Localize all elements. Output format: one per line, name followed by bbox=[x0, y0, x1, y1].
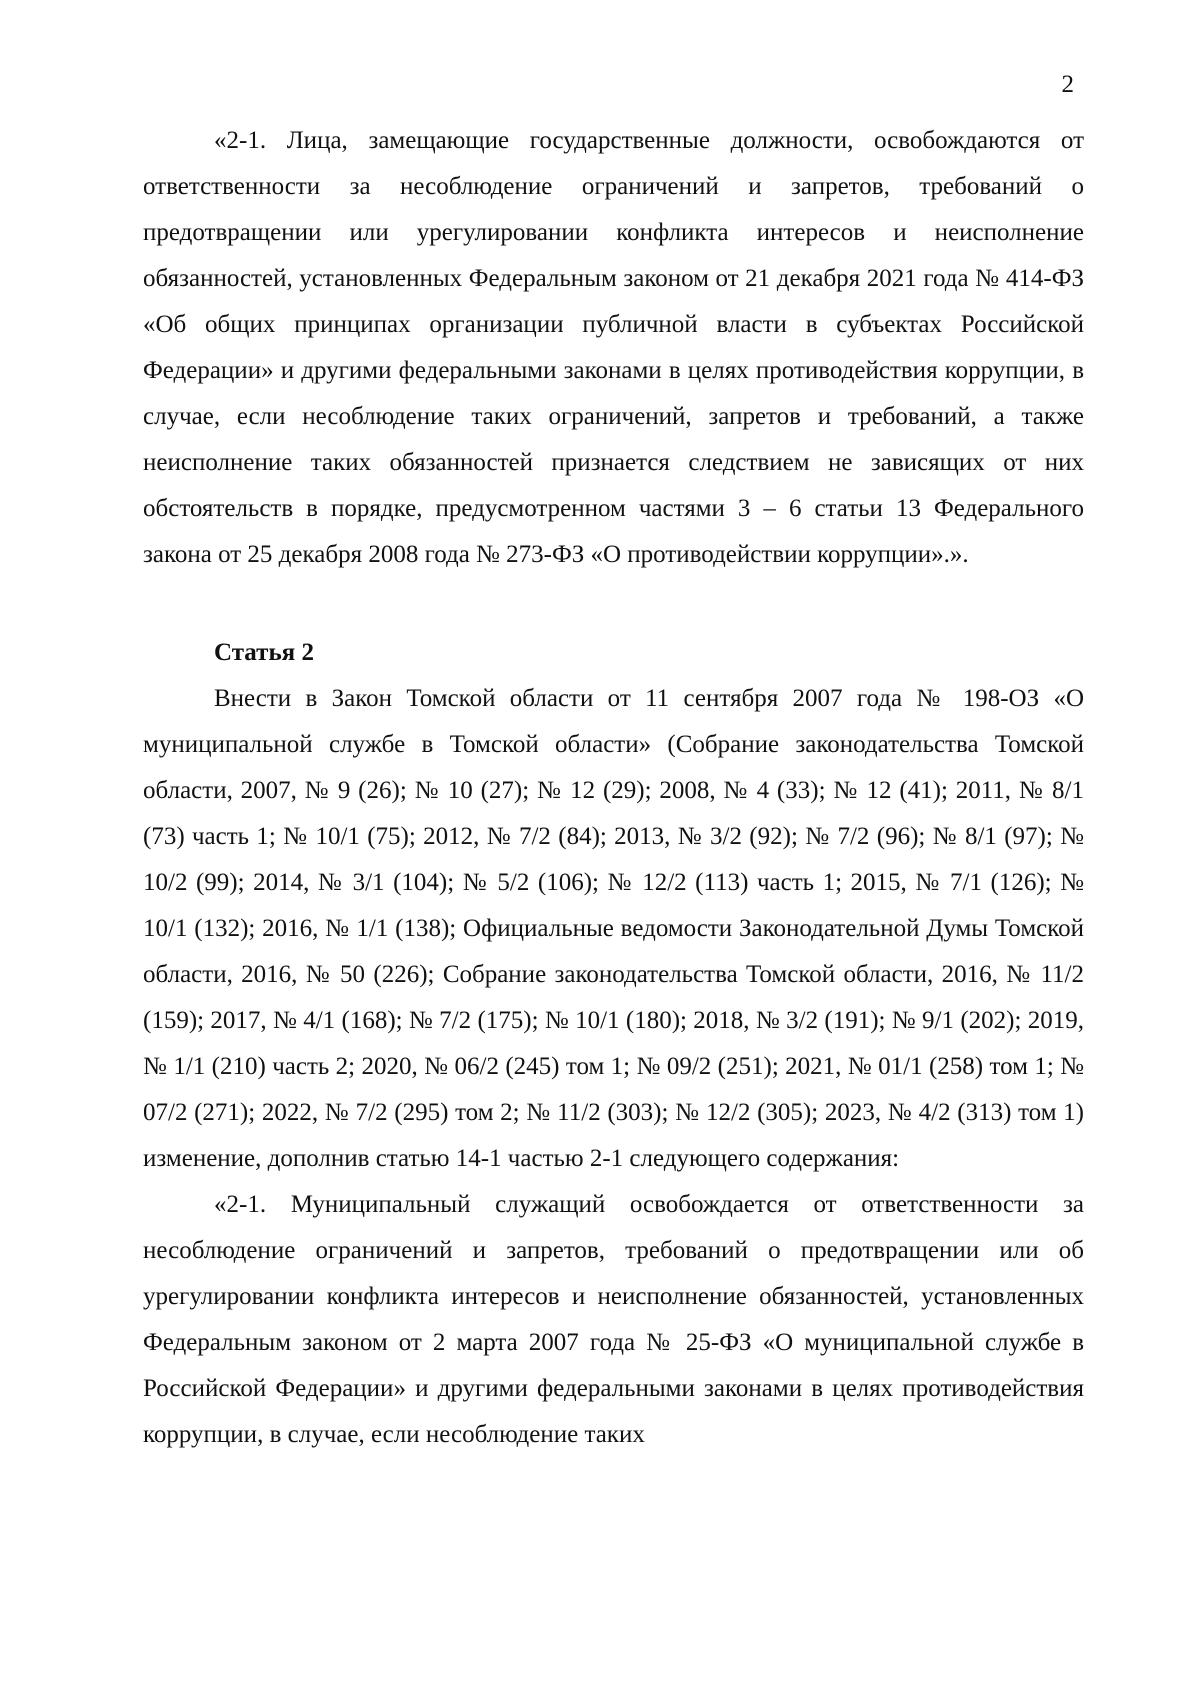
paragraph-law-amendment: Внести в Закон Томской области от 11 сентября 2007 года № 198-ОЗ «О муниципальной службе в Томской области» (Собрание законодательства Томской области, 2007, № 9 (26); № 10 (27); № 12 (29); 2008, № 4 (33); № 12 (41); 2011, № 8/1 (73) часть 1; № 10/1 (75); 2012, № 7/2 (84); 2013, № 3/2 (92); № 7/2 (96); № 8/1 (97); № 10/2 (99); 2014, № 3/1 (104); № 5/2 (106); № 12/2 (113) часть 1; 2015, № 7/1 (126); № 10/1 (132); 2016, № 1/1 (138); Официальные ведомости Законодательной Думы Томской области, 2016, № 50 (226); Собрание законодательства Томской области, 2016, № 11/2 (159); 2017, № 4/1 (168); № 7/2 (175); № 10/1 (180); 2018, № 3/2 (191); № 9/1 (202); 2019, № 1/1 (210) часть 2; 2020, № 06/2 (245) том 1; № 09/2 (251); 2021, № 01/1 (258) том 1; № 07/2 (271); 2022, № 7/2 (295) том 2; № 11/2 (303); № 12/2 (305); 2023, № 4/2 (313) том 1) изменение, дополнив статью 14-1 частью 2-1 следующего содержания: bbox=[143, 685, 1084, 1172]
paragraph-state-officials-exemption: «2-1. Лица, замещающие государственные должности, освобождаются от ответственности за несоблюдение ограничений и запретов, требований о предотвращении или урегулировании конфликта интересов и неисполнение обязанностей, установленных Федеральным законом от 21 декабря 2021 года № 414-ФЗ «Об общих принципах организации публичной власти в субъектах Российской Федерации» и другими федеральными законами в целях противодействия коррупции, в случае, если несоблюдение таких ограничений, запретов и требований, а также неисполнение таких обязанностей признается следствием не зависящих от них обстоятельств в порядке, предусмотренном частями 3 – 6 статьи 13 Федерального закона от 25 декабря 2008 года № 273-ФЗ «О противодействии коррупции».». bbox=[143, 127, 1084, 568]
document-body bbox=[143, 118, 1084, 1458]
page-number: 2 bbox=[1061, 71, 1074, 98]
paragraph-municipal-servant-exemption: «2-1. Муниципальный служащий освобождается от ответственности за несоблюдение ограничений и запретов, требований о предотвращении или об урегулировании конфликта интересов и неисполнение обязанностей, установленных Федеральным законом от 2 марта 2007 года № 25-ФЗ «О муниципальной службе в Российской Федерации» и другими федеральными законами в целях противодействия коррупции, в случае, если несоблюдение таких bbox=[143, 1191, 1084, 1448]
article-heading: Статья 2 bbox=[214, 639, 314, 666]
